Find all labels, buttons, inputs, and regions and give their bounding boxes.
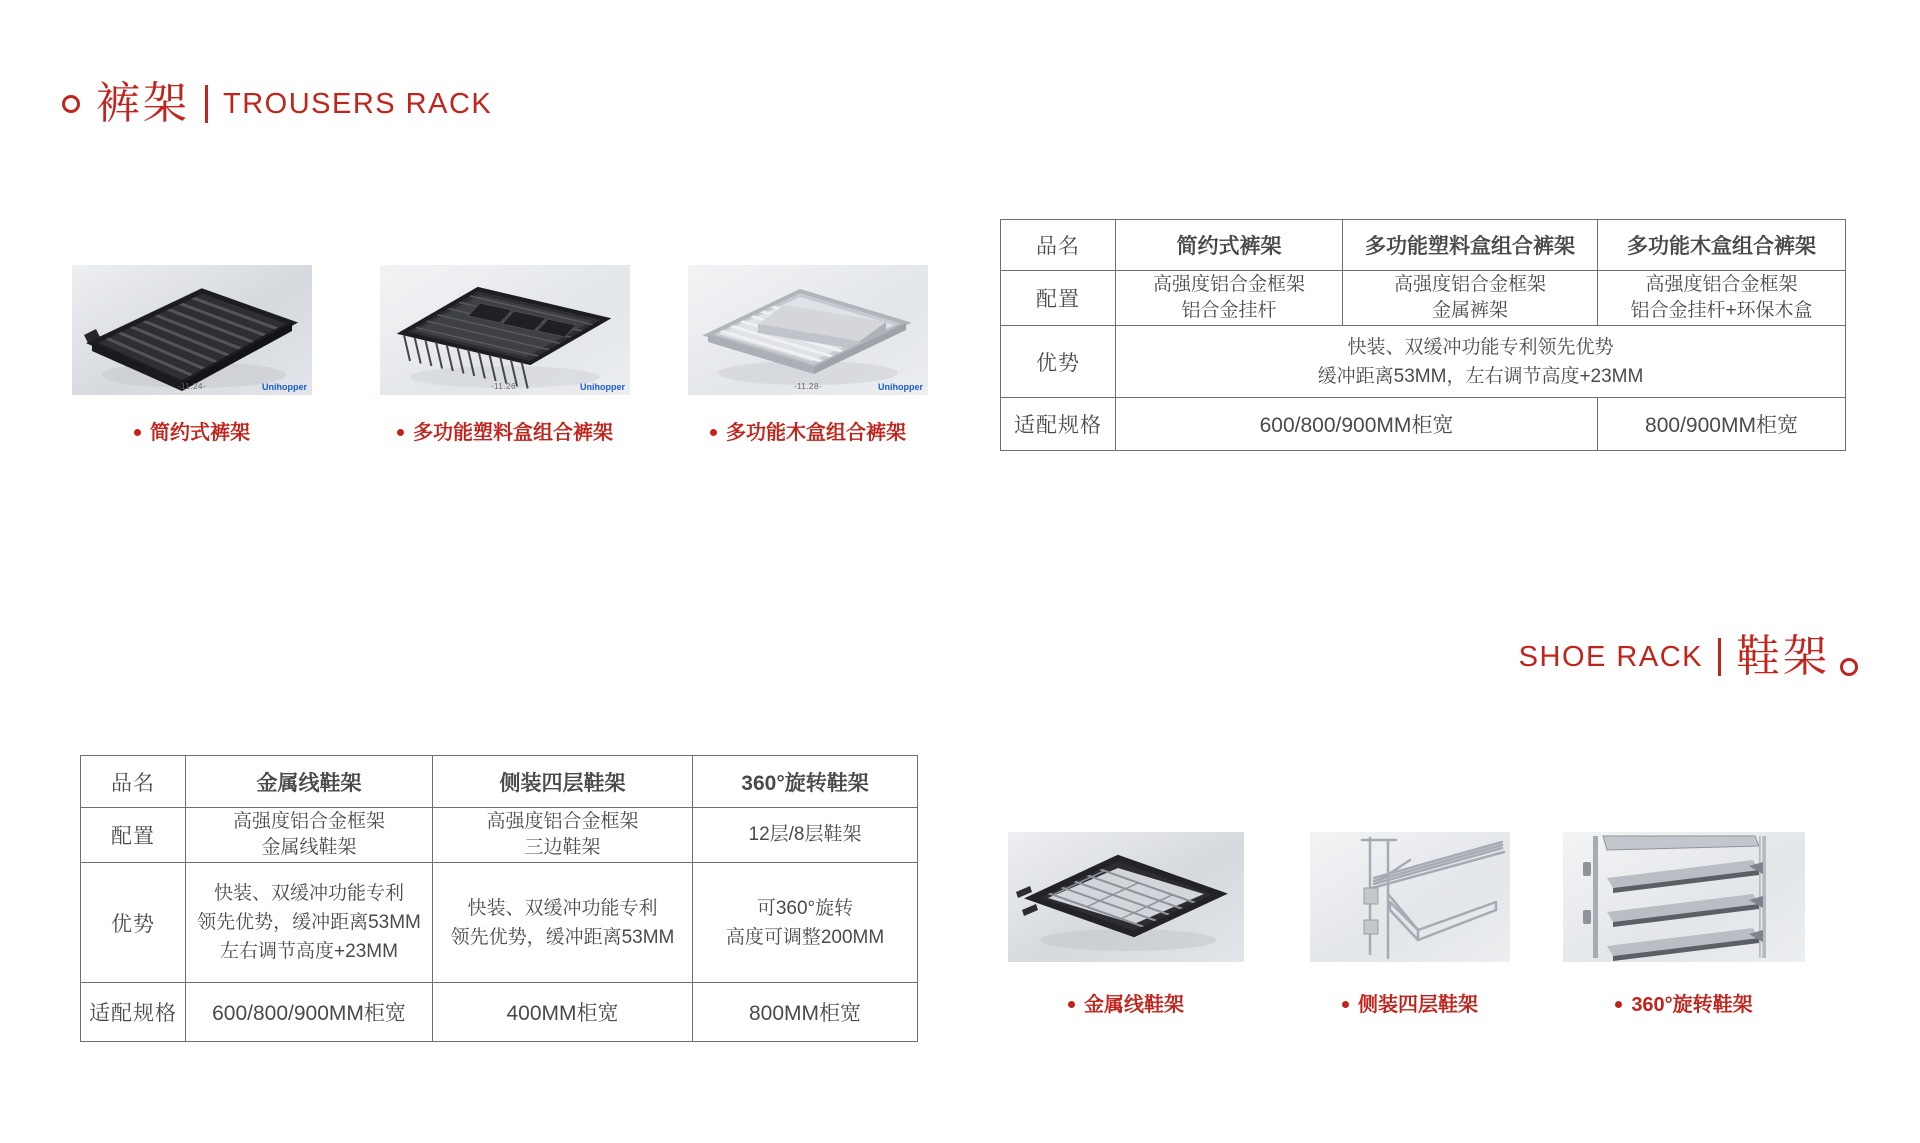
row-header-spec: 适配规格 bbox=[81, 983, 186, 1042]
caption-text: 多功能木盒组合裤架 bbox=[726, 422, 906, 444]
trouser-rack-drawing bbox=[380, 265, 630, 395]
page-mark: -11.26- bbox=[490, 382, 520, 391]
config-cell: 12层/8层鞋架 bbox=[693, 808, 918, 863]
advantage-line: 快装、双缓冲功能专利 bbox=[213, 883, 404, 904]
caption-plastic-box-trouser-rack bbox=[380, 416, 630, 445]
advantage-cell bbox=[693, 863, 918, 983]
trousers-title-zh: 裤架 bbox=[96, 79, 190, 128]
row-header-config: 配置 bbox=[81, 808, 186, 863]
caption-text: 多功能塑料盒组合裤架 bbox=[413, 422, 613, 444]
bullet-icon bbox=[1342, 1001, 1349, 1008]
shoe-rack-drawing bbox=[1310, 832, 1510, 962]
page-mark: -11.24- bbox=[177, 382, 207, 391]
row-header-config: 配置 bbox=[1001, 271, 1116, 326]
table-row-config bbox=[81, 808, 918, 863]
spec-cell: 400MM柜宽 bbox=[433, 983, 693, 1042]
table-row-name bbox=[1001, 220, 1846, 271]
title-divider bbox=[1718, 638, 1721, 676]
table-row-config bbox=[1001, 271, 1846, 326]
title-divider bbox=[205, 85, 208, 123]
caption-metal-wire-shoe-rack bbox=[1008, 988, 1244, 1017]
config-line: 金属线鞋架 bbox=[261, 837, 357, 858]
caption-side-mounted-shoe-rack bbox=[1310, 988, 1510, 1017]
row-header-name: 品名 bbox=[81, 756, 186, 808]
shoes-section-title bbox=[1518, 632, 1858, 681]
advantage-cell bbox=[186, 863, 433, 983]
advantage-line: 可360°旋转 bbox=[756, 897, 854, 919]
brand-logo: Unihopper bbox=[262, 382, 307, 392]
brand-logo: Unihopper bbox=[878, 382, 923, 392]
circle-mark-icon bbox=[1840, 658, 1858, 676]
shoes-spec-table bbox=[80, 755, 918, 1042]
advantage-cell bbox=[1116, 326, 1846, 398]
product-name-cell: 侧装四层鞋架 bbox=[433, 756, 693, 808]
advantage-line: 快装、双缓冲功能专利 bbox=[467, 897, 658, 919]
product-image-simple-trouser-rack bbox=[72, 265, 312, 395]
advantage-line: 缓冲距离53MM，左右调节高度+23MM bbox=[1317, 365, 1644, 387]
config-line: 高强度铝合金框架 bbox=[1645, 274, 1798, 295]
product-image-metal-wire-shoe-rack bbox=[1008, 832, 1244, 962]
row-header-advantage: 优势 bbox=[1001, 326, 1116, 398]
trousers-title-en: TROUSERS RACK bbox=[223, 87, 493, 120]
table-row-advantage bbox=[81, 863, 918, 983]
caption-text: 金属线鞋架 bbox=[1084, 994, 1184, 1016]
config-line: 高强度铝合金框架 bbox=[232, 811, 385, 832]
spec-cell: 600/800/900MM柜宽 bbox=[1116, 398, 1598, 451]
caption-text: 侧装四层鞋架 bbox=[1358, 994, 1478, 1016]
page-mark: -11.28- bbox=[793, 382, 823, 391]
config-cell bbox=[1116, 271, 1343, 326]
product-image-plastic-box-trouser-rack bbox=[380, 265, 630, 395]
config-line: 金属裤架 bbox=[1431, 300, 1508, 321]
config-line: 三边鞋架 bbox=[524, 837, 601, 858]
shoe-rack-drawing bbox=[1008, 832, 1244, 962]
config-cell bbox=[1343, 271, 1598, 326]
config-line: 高强度铝合金框架 bbox=[1152, 274, 1305, 295]
table-row-advantage bbox=[1001, 326, 1846, 398]
config-cell bbox=[186, 808, 433, 863]
row-header-advantage: 优势 bbox=[81, 863, 186, 983]
config-line: 铝合金挂杆 bbox=[1181, 300, 1277, 321]
product-name-cell: 多功能塑料盒组合裤架 bbox=[1343, 220, 1598, 271]
circle-mark-icon bbox=[62, 95, 80, 113]
config-line: 铝合金挂杆+环保木盒 bbox=[1630, 300, 1813, 321]
trousers-section-title bbox=[62, 79, 493, 128]
config-line: 高强度铝合金框架 bbox=[486, 811, 639, 832]
table-row-spec bbox=[1001, 398, 1846, 451]
spec-cell: 600/800/900MM柜宽 bbox=[186, 983, 433, 1042]
bullet-icon bbox=[1615, 1001, 1622, 1008]
trouser-rack-drawing bbox=[688, 265, 928, 395]
table-row-name bbox=[81, 756, 918, 808]
trouser-rack-drawing bbox=[72, 265, 312, 395]
trousers-spec-table bbox=[1000, 219, 1846, 451]
row-header-spec: 适配规格 bbox=[1001, 398, 1116, 451]
shoes-title-en: SHOE RACK bbox=[1518, 640, 1703, 673]
bullet-icon bbox=[1068, 1001, 1075, 1008]
product-name-cell: 360°旋转鞋架 bbox=[693, 756, 918, 808]
caption-text: 简约式裤架 bbox=[150, 422, 250, 444]
brand-logo: Unihopper bbox=[580, 382, 625, 392]
product-name-cell: 金属线鞋架 bbox=[186, 756, 433, 808]
config-cell bbox=[1598, 271, 1846, 326]
advantage-line: 领先优势，缓冲距离53MM bbox=[450, 926, 675, 948]
spec-cell: 800MM柜宽 bbox=[693, 983, 918, 1042]
shoe-rack-drawing bbox=[1563, 832, 1805, 962]
product-name-cell: 多功能木盒组合裤架 bbox=[1598, 220, 1846, 271]
product-image-rotating-shoe-rack bbox=[1563, 832, 1805, 962]
advantage-line: 左右调节高度+23MM bbox=[220, 941, 398, 962]
bullet-icon bbox=[134, 429, 141, 436]
row-header-name: 品名 bbox=[1001, 220, 1116, 271]
config-cell bbox=[433, 808, 693, 863]
advantage-line: 高度可调整200MM bbox=[725, 926, 885, 948]
product-image-side-mounted-shoe-rack bbox=[1310, 832, 1510, 962]
product-image-wood-box-trouser-rack bbox=[688, 265, 928, 395]
product-name-cell: 简约式裤架 bbox=[1116, 220, 1343, 271]
advantage-line: 领先优势，缓冲距离53MM bbox=[197, 912, 421, 933]
bullet-icon bbox=[397, 429, 404, 436]
advantage-line: 快装、双缓冲功能专利领先优势 bbox=[1347, 336, 1614, 358]
caption-simple-trouser-rack bbox=[72, 416, 312, 445]
config-line: 高强度铝合金框架 bbox=[1393, 274, 1546, 295]
advantage-cell bbox=[433, 863, 693, 983]
table-row-spec bbox=[81, 983, 918, 1042]
caption-rotating-shoe-rack bbox=[1563, 988, 1805, 1017]
caption-wood-box-trouser-rack bbox=[688, 416, 928, 445]
caption-text: 360°旋转鞋架 bbox=[1631, 994, 1753, 1016]
spec-cell: 800/900MM柜宽 bbox=[1598, 398, 1846, 451]
shoes-title-zh: 鞋架 bbox=[1736, 632, 1830, 681]
bullet-icon bbox=[710, 429, 717, 436]
